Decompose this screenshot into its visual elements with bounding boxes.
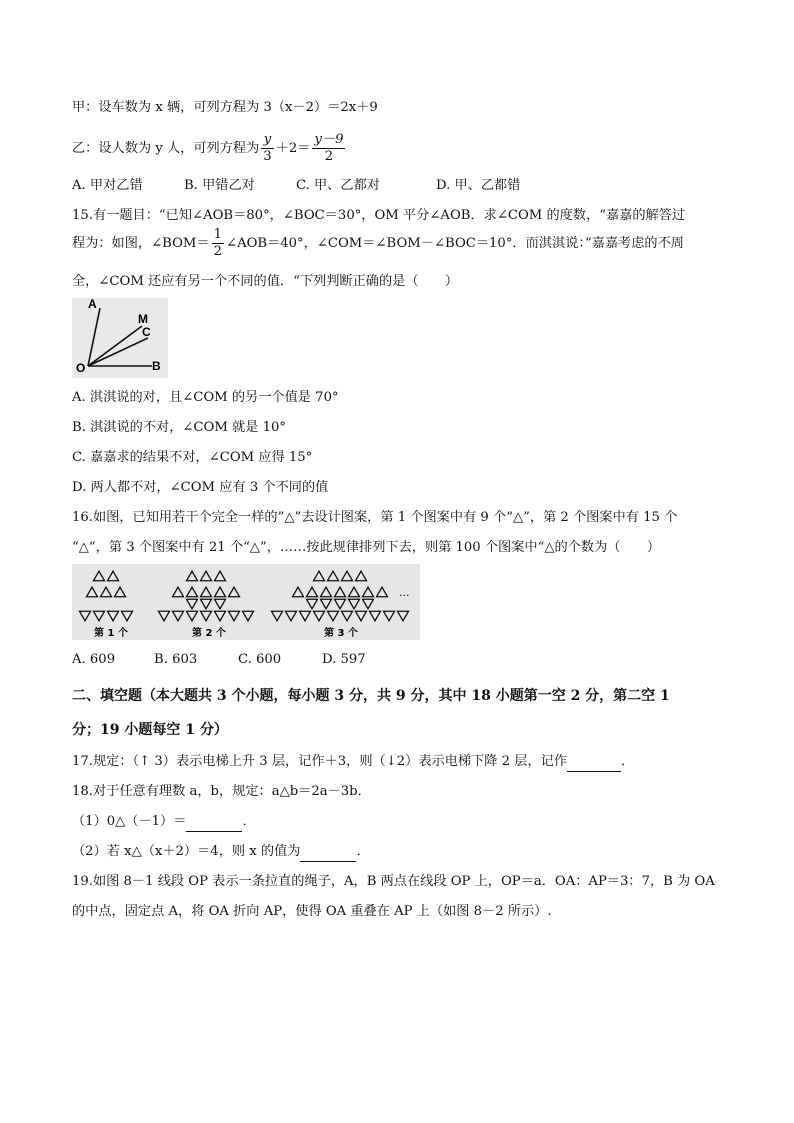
q16-option-b: B. 603 [154, 652, 198, 667]
q19-line-1: 19.如图 8－1 线段 OP 表示一条拉直的绳子，A，B 两点在线段 OP 上，OP＝a．OA：AP＝3：7，B 为 OA [72, 874, 715, 889]
q16-option-d: D. 597 [322, 652, 366, 667]
q16-options [72, 650, 732, 670]
q15-label-b: B [152, 359, 161, 373]
q15-option-c: C. 嘉嘉求的结果不对，∠COM 应得 15° [72, 450, 313, 465]
q14-yi-line [72, 132, 732, 166]
q14-yi-prefix: 乙：设人数为 y 人，可列方程为 [72, 141, 260, 156]
q14-frac-2-den: 2 [324, 149, 334, 164]
q14-options [72, 176, 732, 196]
q15-line-2-post: ∠AOB＝40°，∠COM＝∠BOM－∠BOC＝10°．而淇淇说：”嘉嘉考虑的不周 [226, 236, 684, 251]
q15-option-a: A. 淇淇说的对，且∠COM 的另一个值是 70° [72, 390, 339, 405]
q17-answer-blank [567, 757, 621, 772]
q15-line-2 [72, 226, 732, 262]
q14-frac-1 [261, 132, 273, 165]
q18-line-1: 18.对于任意有理数 a，b，规定：a△b＝2a－3b． [72, 784, 371, 799]
section-2-heading-line-1: 二、填空题（本大题共 3 个小题，每小题 3 分，共 9 分，其中 18 小题第一空 2 分，第二空 1 [72, 688, 670, 704]
q15-frac-den: 2 [213, 244, 223, 259]
q14-jia-line: 甲：设车数为 x 辆，可列方程为 3（x－2）＝2x＋9 [72, 100, 378, 115]
q14-frac-1-num: y [261, 132, 273, 149]
q15-frac [212, 227, 224, 260]
section-2-heading-line-2: 分；19 小题每空 1 分） [72, 722, 228, 738]
q16-ellipsis: ... [399, 586, 410, 599]
q15-option-d: D. 两人都不对，∠COM 应有 3 个不同的值 [72, 480, 329, 495]
q15-line-2-pre: 程为：如图，∠BOM＝ [72, 236, 210, 251]
q14-option-b: B. 甲错乙对 [184, 178, 255, 193]
q16-caption-1: 第 1 个 [94, 628, 128, 639]
q15-option-b: B. 淇淇说的不对，∠COM 就是 10° [72, 420, 286, 435]
q14-frac-2 [312, 132, 345, 165]
q15-label-o: O [76, 361, 86, 375]
q19-line-2: 的中点，固定点 A，将 OA 折向 AP，使得 OA 重叠在 AP 上（如图 8－2 所示）. [72, 904, 552, 919]
q15-label-a: A [88, 298, 97, 311]
q18-sub-2-blank [300, 847, 356, 862]
q17-end: ． [621, 754, 635, 769]
page [72, 98, 732, 922]
q15-angle-figure [72, 298, 168, 378]
q14-option-d: D. 甲、乙都错 [436, 178, 521, 193]
q18-sub-1-end: ． [242, 814, 256, 829]
q17-text: 17.规定：（↑ 3）表示电梯上升 3 层，记作＋3，则（↓2）表示电梯下降 2 层，记作 [72, 754, 568, 769]
q14-yi-plus: ＋2＝ [275, 141, 311, 156]
q14-frac-2-num: y－9 [314, 132, 344, 147]
q14-frac-1-den: 3 [263, 149, 272, 164]
q15-line-1: 15.有一题目：“已知∠AOB＝80°，∠BOC＝30°，OM 平分∠AOB．求∠COM 的度数，“嘉嘉的解答过 [72, 208, 686, 223]
q15-line-3: 全，∠COM 还应有另一个不同的值．“下列判断正确的是（ ） [72, 274, 459, 289]
q16-option-c: C. 600 [238, 652, 282, 667]
q16-caption-2: 第 2 个 [192, 628, 226, 639]
q16-triangle-pattern-figure [72, 564, 420, 640]
q18-sub-2-text: （2）若 x△（x＋2）＝4，则 x 的值为 [72, 844, 301, 859]
q16-line-2: “△”，第 3 个图案中有 21 个“△”，……按此规律排列下去，则第 100 个图案中“△的个数为（ ） [72, 540, 660, 555]
q18-sub-2 [72, 842, 732, 862]
q16-caption-3: 第 3 个 [324, 628, 358, 639]
q17-line [72, 752, 732, 772]
q15-label-m: M [138, 312, 148, 326]
q18-sub-1-blank [186, 817, 242, 832]
q14-option-c: C. 甲、乙都对 [296, 178, 380, 193]
q16-line-1: 16.如图，已知用若干个完全一样的”△”去设计图案，第 1 个图案中有 9 个“△”，第 2 个图案中有 15 个 [72, 510, 678, 525]
q16-option-a: A. 609 [72, 652, 116, 667]
q15-frac-num: 1 [213, 227, 223, 242]
q18-sub-1-text: （1）0△（－1）＝ [72, 814, 187, 829]
q18-sub-2-end: ． [356, 844, 370, 859]
q15-label-c: C [142, 325, 151, 339]
q14-option-a: A. 甲对乙错 [72, 178, 143, 193]
q18-sub-1 [72, 812, 732, 832]
